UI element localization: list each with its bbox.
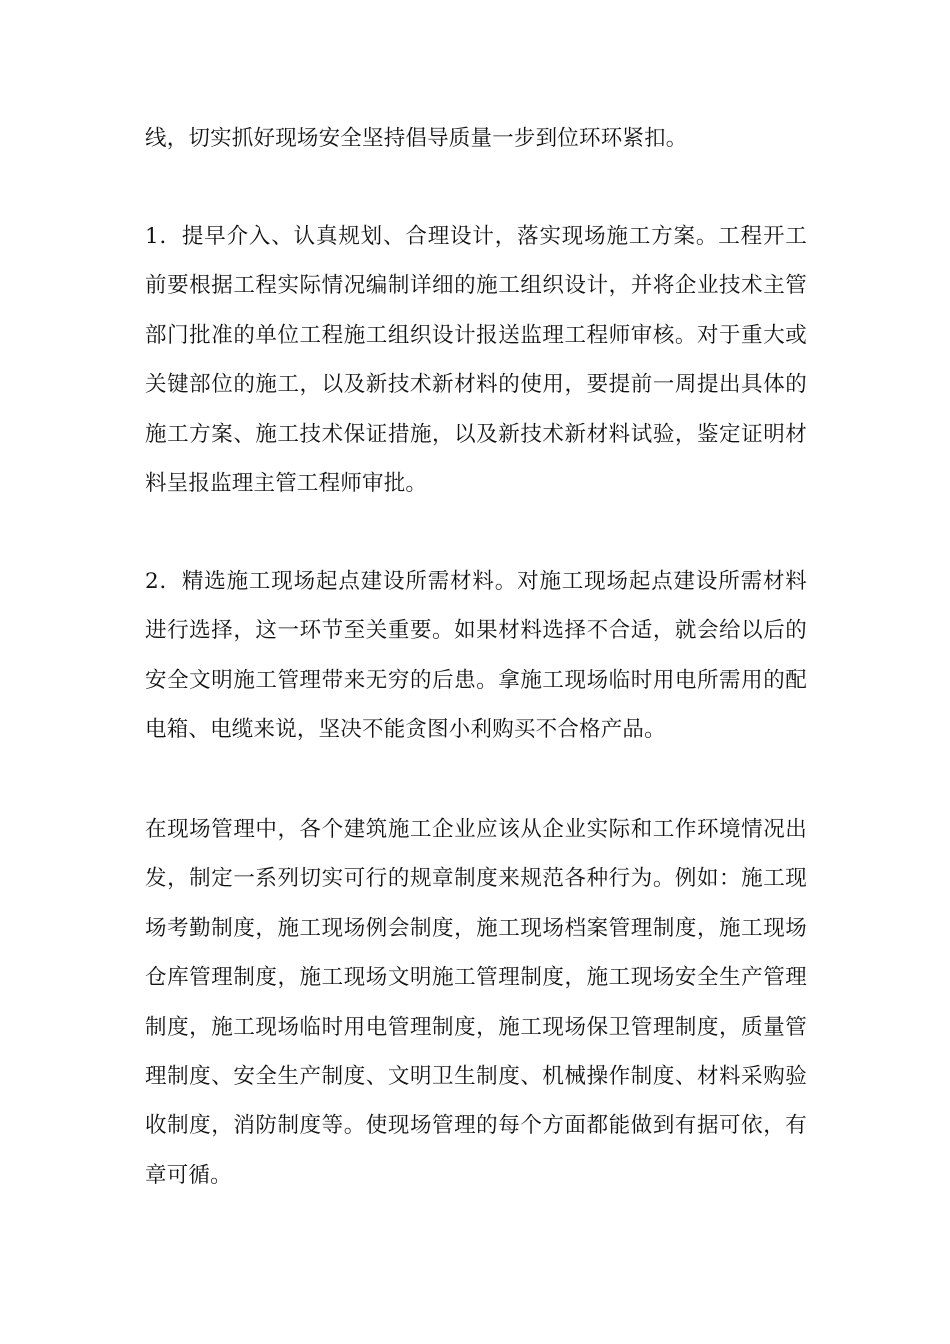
- paragraph-continuation: 线，切实抓好现场安全坚持倡导质量一步到位环环紧扣。: [145, 126, 688, 151]
- paragraph-item-1: 1．提早介入、认真规划、合理设计，落实现场施工方案。工程开工前要根据工程实际情况编制详细的施工组织设计，并将企业技术主管部门批准的单位工程施工组织设计报送监理工程师审核。对于重大或关键部位的施工，以及新技术新材料的使用，要提前一周提出具体的施工方案、施工技术保证措施，以及新技术新材料试验，鉴定证明材料呈报监理主管工程师审批。: [145, 224, 807, 497]
- paragraph-item-2: 2．精选施工现场起点建设所需材料。对施工现场起点建设所需材料进行选择，这一环节至关重要。如果材料选择不合适，就会给以后的安全文明施工管理带来无穷的后患。拿施工现场临时用电所需用的配电箱、电缆来说，坚决不能贪图小利购买不合格产品。: [145, 569, 807, 743]
- paragraph-site-management: 在现场管理中，各个建筑施工企业应该从企业实际和工作环境情况出发，制定一系列切实可行的规章制度来规范各种行为。例如：施工现场考勤制度，施工现场例会制度，施工现场档案管理制度，施工现场仓库管理制度，施工现场文明施工管理制度，施工现场安全生产管理制度，施工现场临时用电管理制度，施工现场保卫管理制度，质量管理制度、安全生产制度、文明卫生制度、机械操作制度、材料采购验收制度，消防制度等。使现场管理的每个方面都能做到有据可依，有章可循。: [145, 817, 807, 1188]
